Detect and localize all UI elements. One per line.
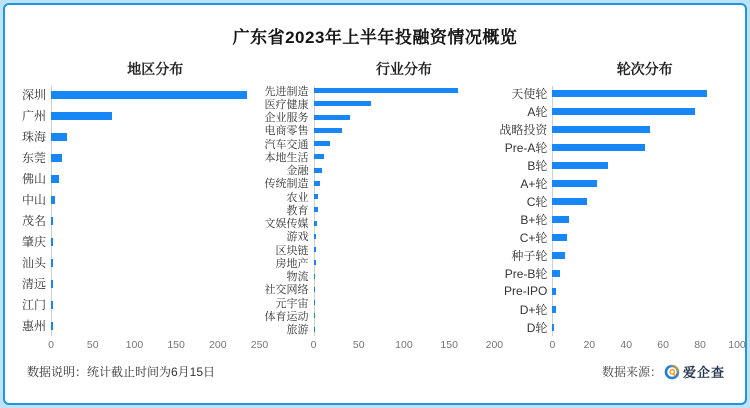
bar	[314, 101, 372, 106]
bar-track	[552, 84, 737, 102]
chart-row	[494, 120, 737, 138]
chart-row	[13, 84, 260, 105]
axis-tick-label: 50	[86, 339, 99, 351]
category-label: 战略投资	[499, 122, 548, 137]
category-label: D轮	[526, 320, 548, 335]
chart-row	[13, 273, 260, 294]
chart-row	[494, 282, 737, 300]
bar-track	[51, 105, 260, 126]
bar	[314, 194, 319, 199]
bar-track	[552, 156, 737, 174]
bar	[314, 181, 320, 186]
axis-tick-label: 100	[125, 339, 144, 351]
category-label: 深圳	[21, 88, 46, 102]
bar	[51, 259, 53, 267]
bar	[51, 175, 59, 183]
category-label: 文娱传媒	[264, 218, 309, 231]
bar-track	[552, 282, 737, 300]
bar-track	[51, 189, 260, 210]
bar-track	[314, 111, 495, 124]
chart-row	[494, 192, 737, 210]
bar-track	[314, 230, 495, 243]
chart-round-distribution	[494, 60, 746, 352]
axis-tick-label: 60	[657, 339, 669, 351]
bar	[552, 252, 565, 259]
bar-track	[314, 217, 495, 230]
bar-track	[552, 300, 737, 318]
chart-industry-distribution	[260, 60, 504, 352]
bar-track	[552, 264, 737, 282]
category-label: 社交网络	[264, 284, 309, 297]
axis-tick-label: 0	[310, 339, 317, 351]
bar-track	[314, 190, 495, 203]
bar-track	[314, 84, 495, 97]
bar-track	[51, 231, 260, 252]
chart-row	[494, 84, 737, 102]
bar-track	[314, 283, 495, 296]
axis-tick-label: 0	[48, 339, 54, 351]
bar	[552, 306, 556, 313]
bar-track	[314, 97, 495, 110]
category-label: Pre-IPO	[504, 284, 548, 298]
bar	[314, 207, 319, 212]
axis-tick-label: 40	[620, 339, 633, 351]
category-label: 清远	[21, 277, 46, 291]
chart-row	[13, 252, 260, 273]
aiqicha-brand-text: 爱企查	[682, 365, 725, 380]
category-label: 医疗健康	[264, 98, 309, 111]
category-label: 佛山	[21, 172, 46, 186]
page-title: 广东省2023年上半年投融资情况概览	[232, 28, 518, 47]
bar-track	[51, 294, 260, 315]
axis-tick-label: 100	[728, 339, 746, 351]
chart-industry-plot	[260, 84, 495, 336]
chart-row	[13, 231, 260, 252]
chart-row	[494, 102, 737, 120]
bar-track	[552, 102, 737, 120]
bar	[552, 108, 694, 115]
data-source	[602, 362, 725, 381]
category-label: 本地生活	[264, 151, 309, 164]
bar-track	[51, 252, 260, 273]
bar-track	[314, 203, 495, 216]
bar-track	[51, 210, 260, 231]
bar	[51, 112, 112, 120]
category-label: 种子轮	[511, 248, 548, 263]
category-label: 物流	[286, 271, 309, 284]
bar-track	[51, 126, 260, 147]
bar	[51, 154, 62, 162]
bar-track	[552, 318, 737, 336]
category-label: C轮	[526, 194, 548, 209]
bar-track	[552, 228, 737, 246]
bar-track	[552, 210, 737, 228]
data-source-label: 数据来源：	[601, 365, 662, 379]
chart-industry-title: 行业分布	[375, 61, 432, 77]
category-label: Pre-B轮	[504, 266, 548, 281]
category-label: 教育	[286, 204, 309, 217]
axis-tick-label: 50	[352, 339, 365, 351]
bar-track	[552, 246, 737, 264]
axis-tick-label: 200	[485, 339, 504, 351]
category-label: 房地产	[275, 257, 309, 270]
category-label: 体育运动	[264, 310, 309, 323]
bar	[314, 168, 322, 173]
charts-row	[11, 60, 746, 352]
bar	[314, 274, 316, 279]
bar	[314, 154, 325, 159]
category-label: 天使轮	[511, 86, 548, 101]
chart-row	[13, 105, 260, 126]
chart-region-plot	[13, 84, 260, 336]
category-label: 旅游	[286, 324, 309, 337]
bar	[552, 324, 554, 331]
category-label: 东莞	[21, 151, 46, 165]
bar	[314, 115, 350, 120]
bar	[51, 301, 53, 309]
bar	[314, 141, 330, 146]
bar	[552, 180, 596, 187]
bar-track	[51, 315, 260, 336]
chart-round-title: 轮次分布	[616, 61, 673, 77]
chart-row	[260, 323, 495, 336]
category-label: 汽车交通	[264, 138, 309, 151]
category-label: A+轮	[520, 176, 548, 191]
chart-row	[494, 156, 737, 174]
category-label: D+轮	[519, 302, 548, 317]
axis-tick-label: 150	[167, 339, 185, 351]
axis-tick-label: 200	[209, 339, 227, 351]
bar	[51, 322, 53, 330]
category-label: 企业服务	[264, 112, 309, 125]
category-label: 肇庆	[21, 235, 46, 249]
bar	[314, 234, 317, 239]
category-label: 广州	[21, 109, 46, 123]
bar-track	[552, 174, 737, 192]
category-label: 区块链	[275, 244, 309, 257]
bar	[314, 247, 317, 252]
report-card	[3, 3, 747, 405]
bar	[51, 217, 53, 225]
bar	[314, 300, 316, 305]
chart-industry-x-axis	[310, 336, 504, 352]
category-label: 惠州	[21, 319, 46, 333]
bar-track	[314, 323, 495, 336]
category-label: 江门	[21, 298, 46, 312]
category-label: Pre-A轮	[504, 140, 548, 155]
chart-row	[13, 147, 260, 168]
aiqicha-logo-icon	[664, 364, 680, 380]
chart-row	[494, 318, 737, 336]
axis-tick-label: 80	[694, 339, 706, 351]
bar-track	[314, 137, 495, 150]
category-label: 珠海	[21, 130, 46, 144]
bar-track	[314, 309, 495, 322]
chart-row	[494, 300, 737, 318]
chart-region-distribution	[13, 60, 269, 352]
bar	[314, 313, 316, 318]
category-label: C+轮	[519, 230, 548, 245]
bar	[552, 90, 707, 97]
axis-tick-label: 150	[440, 339, 458, 351]
category-label: 先进制造	[264, 85, 309, 98]
category-label: B+轮	[520, 212, 548, 227]
chart-region-title: 地区分布	[127, 61, 184, 77]
chart-row	[13, 189, 260, 210]
bar-track	[51, 168, 260, 189]
chart-row	[494, 210, 737, 228]
chart-round-x-axis	[549, 336, 746, 352]
bar	[552, 234, 567, 241]
axis-tick-label: 100	[395, 339, 413, 351]
chart-row	[494, 138, 737, 156]
axis-tick-label: 0	[549, 339, 556, 351]
bar-track	[314, 270, 495, 283]
bar-track	[314, 256, 495, 269]
bar	[314, 327, 316, 332]
chart-round-plot	[494, 84, 737, 336]
category-label: 传统制造	[264, 178, 309, 191]
chart-region-x-axis	[48, 336, 269, 352]
category-label: 金融	[286, 165, 309, 178]
bar	[51, 280, 53, 288]
bar-track	[552, 120, 737, 138]
chart-row	[13, 294, 260, 315]
category-label: B轮	[527, 158, 548, 173]
bar-track	[314, 177, 495, 190]
axis-tick-label: 250	[250, 339, 269, 351]
category-label: A轮	[527, 104, 548, 119]
axis-tick-label: 20	[583, 339, 596, 351]
bar	[51, 196, 55, 204]
category-label: 茂名	[21, 214, 46, 228]
category-label: 农业	[286, 191, 309, 204]
bar	[51, 91, 247, 99]
bar	[552, 288, 556, 295]
bar	[51, 133, 67, 141]
bar	[314, 287, 316, 292]
bar-track	[51, 147, 260, 168]
chart-row	[13, 210, 260, 231]
category-label: 中山	[21, 193, 46, 207]
data-note: 数据说明：统计截止时间为6月15日	[27, 365, 216, 379]
bar-track	[314, 296, 495, 309]
bar	[51, 238, 53, 246]
bar-track	[552, 138, 737, 156]
bar-track	[314, 243, 495, 256]
chart-row	[13, 168, 260, 189]
bar	[552, 162, 607, 169]
chart-row	[494, 174, 737, 192]
bar	[314, 88, 459, 93]
bar	[314, 260, 317, 265]
chart-row	[13, 126, 260, 147]
chart-row	[494, 228, 737, 246]
bar-track	[314, 124, 495, 137]
bar-track	[314, 164, 495, 177]
bar-track	[552, 192, 737, 210]
bar-track	[51, 84, 260, 105]
category-label: 游戏	[286, 231, 309, 244]
bar	[552, 144, 644, 151]
bar	[314, 128, 342, 133]
footer	[11, 362, 739, 381]
category-label: 元宇宙	[275, 297, 309, 310]
chart-row	[494, 246, 737, 264]
bar	[552, 126, 650, 133]
bar	[314, 221, 318, 226]
chart-row	[13, 315, 260, 336]
category-label: 电商零售	[264, 125, 309, 138]
bar	[552, 198, 587, 205]
bar	[552, 216, 569, 223]
bar	[552, 270, 559, 277]
bar-track	[314, 150, 495, 163]
category-label: 汕头	[21, 256, 46, 270]
chart-row	[494, 264, 737, 282]
bar-track	[51, 273, 260, 294]
